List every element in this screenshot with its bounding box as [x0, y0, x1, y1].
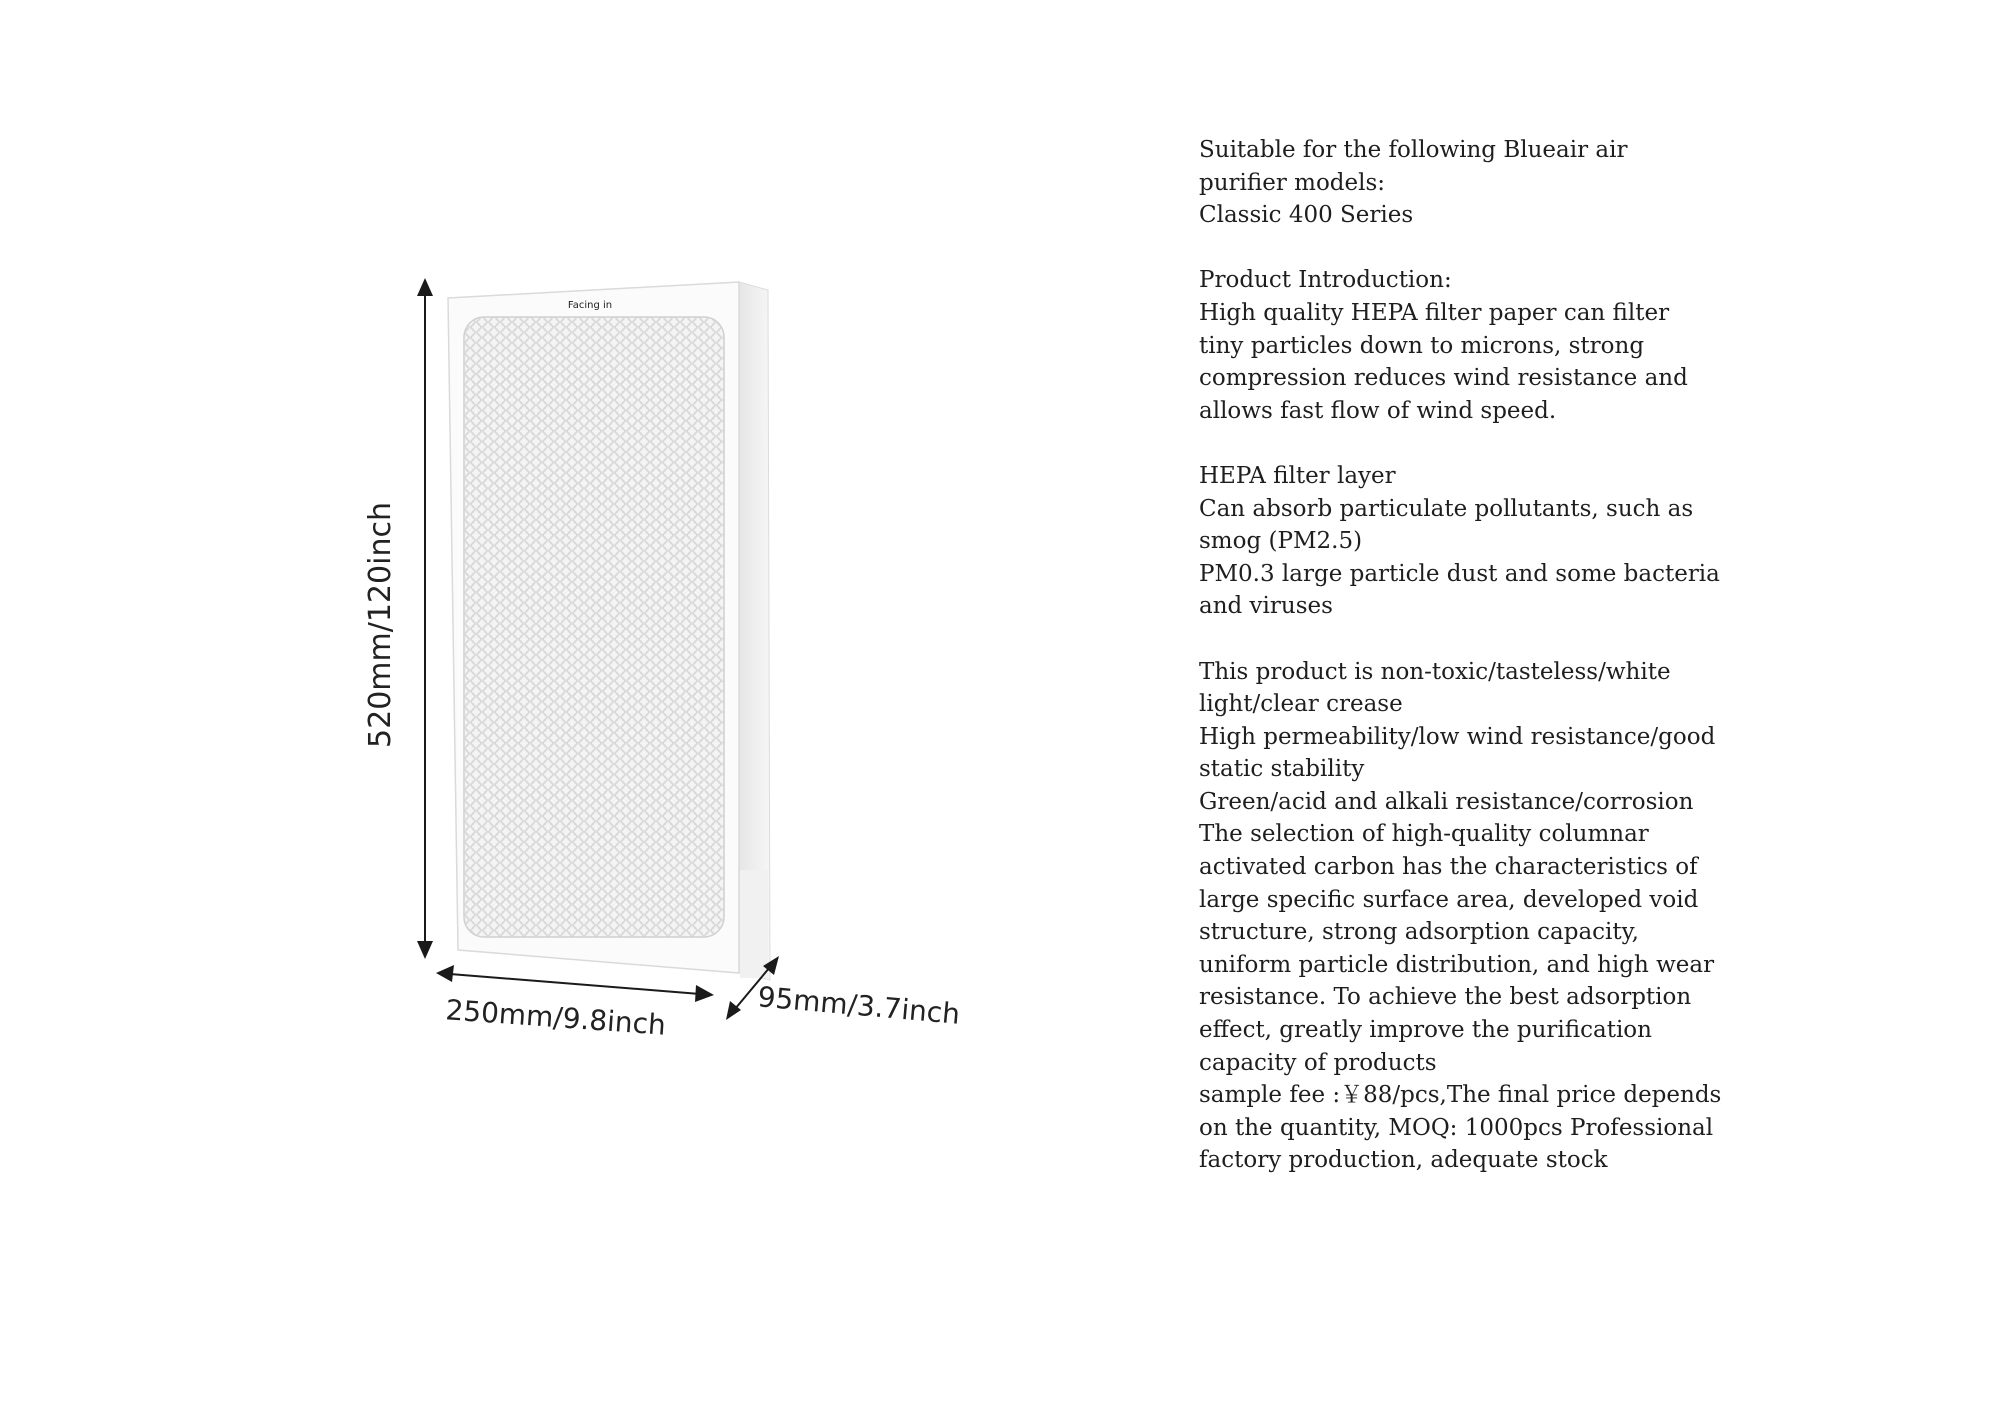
description-line: Can absorb particulate pollutants, such as: [1199, 495, 1694, 522]
description-line: High permeability/low wind resistance/good: [1199, 723, 1716, 750]
description-line: sample fee :￥88/pcs,The final price depends: [1199, 1082, 1722, 1109]
description-line: HEPA filter layer: [1199, 462, 1396, 489]
filter-front-frame: [448, 282, 739, 973]
description-line: PM0.3 large particle dust and some bacteria: [1199, 560, 1720, 587]
description-line: effect, greatly improve the purification: [1199, 1017, 1652, 1044]
description-line: Classic 400 Series: [1199, 202, 1414, 229]
description-line: purifier models:: [1199, 169, 1386, 196]
width-label: 250mm/9.8inch: [444, 993, 667, 1042]
description-line: structure, strong adsorption capacity,: [1199, 919, 1639, 946]
description-line: This product is non-toxic/tasteless/white: [1199, 658, 1671, 685]
description-line: [1199, 232, 1849, 265]
description-line: factory production, adequate stock: [1199, 1147, 1608, 1174]
description-line: compression reduces wind resistance and: [1199, 365, 1688, 392]
depth-label: 95mm/3.7inch: [756, 980, 962, 1031]
filter-illustration: [350, 270, 990, 1050]
description-line: Green/acid and alkali resistance/corrosion: [1199, 788, 1694, 815]
description-line: High quality HEPA filter paper can filter: [1199, 299, 1670, 326]
description-line: [1199, 427, 1849, 460]
filter-side-face: [739, 282, 770, 980]
description-line: Suitable for the following Blueair air: [1199, 137, 1628, 163]
face-label: Facing in: [567, 300, 613, 311]
description-line: allows fast flow of wind speed.: [1199, 397, 1557, 424]
height-label: 520mm/120inch: [363, 502, 398, 748]
description-line: resistance. To achieve the best adsorption: [1199, 984, 1692, 1011]
description-line: capacity of products: [1199, 1049, 1437, 1076]
description-line: [1199, 623, 1849, 656]
description-line: activated carbon has the characteristics of: [1199, 854, 1698, 881]
description-line: Product Introduction:: [1199, 267, 1452, 294]
description-line: The selection of high-quality columnar: [1199, 821, 1649, 848]
description-line: smog (PM2.5): [1199, 528, 1363, 555]
product-description: [1199, 134, 1849, 1177]
description-line: and viruses: [1199, 593, 1333, 620]
description-line: uniform particle distribution, and high wear: [1199, 951, 1715, 978]
description-line: on the quantity, MOQ: 1000pcs Professional: [1199, 1114, 1714, 1141]
description-line: large specific surface area, developed void: [1199, 886, 1699, 913]
description-line: static stability: [1199, 756, 1365, 783]
height-dimension-arrow: [417, 278, 433, 959]
description-line: tiny particles down to microns, strong: [1199, 332, 1645, 359]
product-figure: [350, 270, 990, 1050]
description-line: light/clear crease: [1199, 691, 1403, 718]
